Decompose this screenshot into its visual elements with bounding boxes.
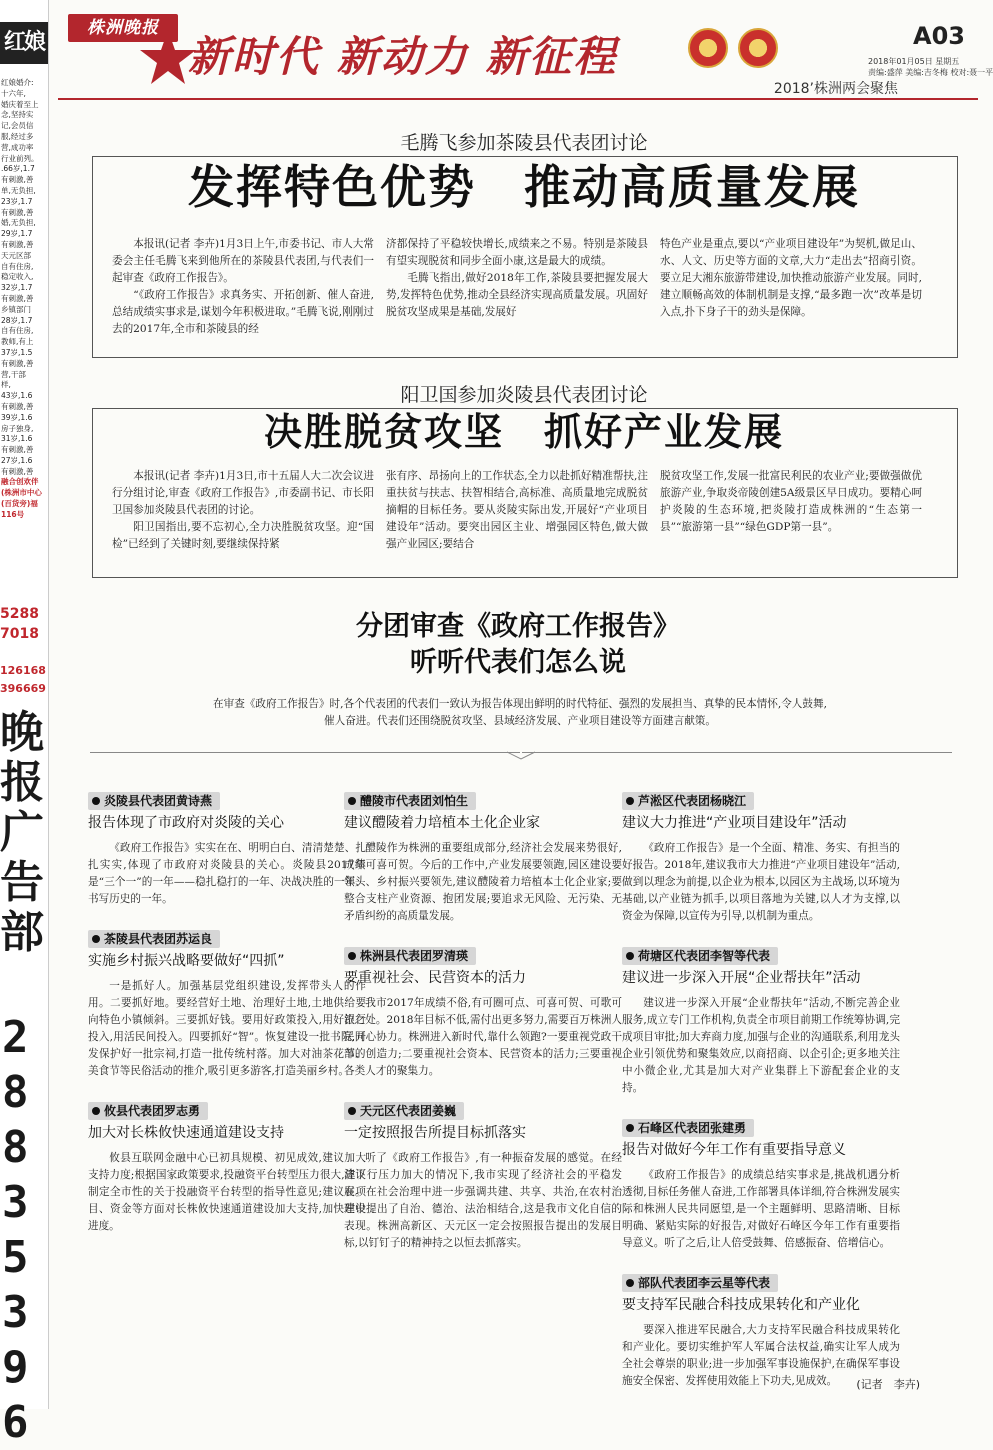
section-headline: 报告体现了市政府对炎陵的关心 [88,815,284,831]
section-headline: 要支持军民融合科技成果转化和产业化 [622,1297,860,1313]
strip-line: 31岁,1.6 [1,434,33,444]
strip-line: 稳定收入, [1,272,34,282]
section-headline: 建议醴陵着力培植本土化企业家 [344,815,540,831]
feature-divider-left [90,752,520,753]
paragraph: 《政府工作报告》是一个全面、精准、务实、有担当的好报告。2018年,建议我市大力推进“产业项目建设年”活动,做到以理念为前提,以企业为根本,以园区为主战场,以环境为基础,以产业链为抓手,以项目落地为关键,以人才为支撑,以资金为保障,以宣传为引导,以机制为重点。 [622,842,900,922]
delegate-tag [622,1274,778,1292]
strip-ad-title: 晚报广告部 [0,707,44,958]
paragraph: 醴陵作为株洲的重要组成部分,经济社会发展来势很好,成绩可喜可贺。今后的工作中,产业发展要领跑,园区建设要领头、乡村振兴要领先,建议醴陵着力培植本土化企业家;要整合支柱产业资源、抱团发展;要追求无风险、无污染、无矛盾纠纷的高质量发展。 [344,842,622,922]
article1-column-1 [112,236,374,338]
strip-line: 天元区部 [1,250,31,260]
strip-line-red: 116号 [1,509,25,519]
strip-header: 红娘 [0,22,48,64]
section-headline: 建议大力推进“产业项目建设年”活动 [622,815,847,831]
strip-line: 27岁,1.6 [1,455,33,465]
section-body [344,1150,622,1252]
paragraph: 我市2017年成绩不俗,有可圈可点、可喜可贺、可歌可泣之处。2018年目标不低,需付出更多努力,需要百万株洲人民同心协力。株洲进入新时代,靠什么领跑?一要重视党政干部的创造力;二要重视社会资本、民营资本的活力;三要重视各类人才的聚集力。 [344,997,622,1077]
delegate-tag [622,792,754,810]
delegate-section [622,1272,900,1390]
paragraph: 张有序、昂扬向上的工作状态,全力以赴抓好精准帮扶,注重扶贫与扶志、扶智相结合,高标准、高质量地完成脱贫摘帽的目标任务。要从炎陵实际出发,开展好“产业项目建设年”活动。要突出园区主业、增强园区特色,做大做强产业园区;要结合 [386,470,648,550]
strip-phone-1: 5288 [0,606,39,622]
strip-phone-4: 396669 [0,682,46,695]
strip-line-red: 融合创欢伴 [1,477,39,487]
strip-line: 有刺激,善 [1,175,34,185]
delegate-name: 芦淞区代表团杨晓江 [638,794,747,808]
masthead-rule [58,98,978,100]
paragraph: 听了《政府工作报告》,有一种振奋发展的感觉。在经济下行压力加大的情况下,我市实现了经济社会的平稳发展。在社会治理中进一步强调共建、共享、共治,在农村治理中提出了自治、德治、法治相结合,这是我市文化自信的表现。株洲高新区、天元区一定会按照报告提出的发展目标,以钉钉子的精神持之以恒去抓落实。 [344,1152,622,1249]
article2-column-1 [112,468,374,553]
strip-line: 有刺激,善 [1,445,34,455]
section-body [88,840,366,908]
strip-line: 红娘婚介: [1,78,34,87]
feature-divider-right [522,752,952,753]
strip-line: 29岁,1.7 [1,229,33,239]
page-number: A03 [913,22,965,50]
feature-title-line-2: 听听代表们怎么说 [410,647,626,678]
bullet-dot-icon [348,797,356,805]
strip-line-red: (百货旁)福 [1,499,38,509]
bullet-dot-icon [348,952,356,960]
section-headline: 一定按照报告所提目标抓落实 [344,1125,526,1141]
strip-line: 23岁,1.7 [1,196,33,206]
article1-column-3 [660,236,922,321]
strip-line: 营,干部 [1,369,26,379]
delegate-section [88,928,366,1080]
paragraph: 本报讯(记者 李卉)1月3日,市十五届人大二次会议进行分组讨论,审查《政府工作报告》,市委副书记、市长阳卫国参加炎陵县代表团的讨论。 [112,470,374,516]
section-headline: 实施乡村振兴战略要做好“四抓” [88,953,285,969]
strip-line: 37岁,1.5 [1,347,33,357]
delegate-section [344,790,622,925]
delegate-section [622,790,900,925]
paragraph: 毛腾飞指出,做好2018年工作,茶陵县要把握发展大势,发挥特色优势,推动全县经济实现高质量发展。巩固好脱贫攻坚成果是基础,发展好 [386,272,648,318]
national-emblem-icon [688,28,728,68]
delegate-tag [88,792,220,810]
strip-ad-number: 28835396 [2,1012,29,1448]
delegate-tag [88,1102,208,1120]
feature-column-3 [622,790,900,1410]
strip-phone-3: 126168 [0,664,46,677]
paragraph: 本报讯(记者 李卉)1月3日上午,市委书记、市人大常委会主任毛腾飞来到他所在的茶陵县代表团,与代表们一起审查《政府工作报告》。 [112,238,374,284]
article1-headline: 发挥特色优势 推动高质量发展 [188,160,860,214]
section-headline: 报告对做好今年工作有重要指导意义 [622,1142,846,1158]
strip-line: 有刺激,善 [1,401,34,411]
feature-column-1 [88,790,366,1255]
delegate-name: 石峰区代表团张建勇 [638,1121,747,1135]
bullet-dot-icon [92,935,100,943]
section-body [88,978,366,1080]
strip-line: 32岁,1.7 [1,283,33,293]
delegate-section [344,945,622,1080]
strip-line: 自有住房, [1,261,34,271]
strip-line: 有刺激,善 [1,293,34,303]
bullet-dot-icon [626,1124,634,1132]
strip-line: 自有住房, [1,326,34,336]
adjacent-page-strip [0,0,49,1448]
paragraph: 建议进一步深入开展“企业帮扶年”活动,不断完善企业服务,成立专门工作机构,负责全市项目前期工作统筹协调,完成项目审批;加大弃商力度,加强与企业的沟通联系,利用龙头企业引领优势和聚集效应,以商招商、以企引企;更多地关注中小微企业,尤其是加大对产业集群上下游配套企业的支持。 [622,997,900,1094]
strip-line: 婚,无负担, [1,218,36,228]
article1-subtitle: 毛腾飞参加茶陵县代表团讨论 [400,132,648,154]
paragraph: 济都保持了平稳较快增长,成绩来之不易。特别是茶陵县有望实现脱贫和同步全面小康,这是最大的成绩。 [386,238,648,267]
paragraph: 要深入推进军民融合,大力支持军民融合科技成果转化和产业化。要切实维护军人军属合法权益,确实让军人成为全社会尊崇的职业;进一步加强军事设施保护,在确保军事设施安全保密、发挥使用效能上下功夫,见成效。 [622,1324,900,1387]
page-date-info: 2018年01月05日 星期五 责编:盛萍 美编:吉冬梅 校对:聂一平 [868,57,993,77]
strip-line: 有刺激,善 [1,239,34,249]
strip-line: .66岁,1.7 [1,164,35,174]
delegate-tag [622,947,778,965]
strip-line: 43岁,1.6 [1,391,33,401]
strip-line: 28岁,1.7 [1,315,33,325]
strip-line: 有刺激,善 [1,207,34,217]
delegate-name: 株洲县代表团罗清瑛 [360,949,469,963]
section-headline: 建议进一步深入开展“企业帮扶年”活动 [622,970,861,986]
strip-line: 样, [1,380,11,390]
bullet-dot-icon [626,952,634,960]
section-body [622,840,900,925]
strip-line: 39岁,1.6 [1,412,33,422]
strip-line: 营,成功率 [1,142,34,152]
delegate-section [88,790,366,908]
strip-line: 念,坚持实 [1,110,34,120]
strip-line: 乡镇部门 [1,304,31,314]
delegate-tag [344,1102,464,1120]
strip-phone-2: 7018 [0,626,39,642]
article2-headline: 决胜脱贫攻坚 抓好产业发展 [263,410,784,454]
bullet-dot-icon [626,1279,634,1287]
feature-title-line-1: 分团审查《政府工作报告》 [356,611,680,642]
strip-line: 婚庆着至上 [1,99,39,109]
strip-line: 十六年, [1,88,26,98]
delegate-name: 天元区代表团姜巍 [360,1104,457,1118]
delegate-name: 茶陵县代表团苏运良 [104,932,213,946]
delegate-section [622,945,900,1097]
delegate-name: 炎陵县代表团黄诗燕 [104,794,213,808]
strip-line: 房子独身, [1,423,34,433]
section-label: 2018’株洲两会聚焦 [773,81,898,97]
strip-line: 服,经过多 [1,131,34,141]
bullet-dot-icon [92,1107,100,1115]
section-body [622,995,900,1097]
newspaper-logo: 株洲晚报 [68,14,178,42]
paragraph: 《政府工作报告》实实在在、明明白白、清清楚楚、扎扎实实,体现了市政府对炎陵县的关心。炎陵县2017年是“三个一”的一年——稳扎稳打的一年、决战决胜的一年、书写历史的一年。 [88,842,366,905]
section-headline: 加大对长株攸快速通道建设支持 [88,1125,284,1141]
masthead-slogan: 新时代 新动力 新征程 [188,32,618,81]
section-headline: 要重视社会、民营资本的活力 [344,970,526,986]
article2-column-2 [386,468,648,553]
strip-ad-lines [1,78,47,521]
paragraph: 一是抓好人。加强基层党组织建设,发挥带头人的作用。二要抓好地。要经营好土地、治理好土地,土地供给要向特色小镇倾斜。三要抓好钱。要用好政策投入,用好银行投入,用活民间投入。四要抓好“智”。恢复建设一批书院,开发保护好一批宗祠,打造一批传统村落。加大对油茶花节、美食节等民俗活动的推介,吸引更多游客,打造美丽乡村。 [88,980,366,1077]
bullet-dot-icon [348,1107,356,1115]
strip-line: 有刺激,善 [1,358,34,368]
cppcc-emblem-icon [738,28,778,68]
delegate-name: 荷塘区代表团李智等代表 [638,949,771,963]
delegate-tag [344,792,476,810]
delegate-section [622,1117,900,1252]
masthead [58,8,993,100]
paragraph: “《政府工作报告》求真务实、开拓创新、催人奋进,总结成绩实事求是,谋划今年积极进取。”毛腾飞说,刚刚过去的2017年,全市和茶陵县的经 [112,289,374,335]
delegate-name: 部队代表团李云星等代表 [638,1276,771,1290]
bullet-dot-icon [626,797,634,805]
strip-line: 记,会员信 [1,121,34,131]
delegate-name: 攸县代表团罗志勇 [104,1104,201,1118]
section-body [88,1150,366,1235]
strip-line: 行业前列。 [1,153,39,163]
paragraph: 攸县互联网金融中心已初具规模、初见成效,建议加大支持力度;根据国家政策要求,投融资平台转型压力很大,建议制定全市性的关于投融资平台转型的指导性意见;建议在项目、资金等方面对长株攸快速通道建设加大支持,加快建设进度。 [88,1152,366,1232]
delegate-section [344,1100,622,1252]
bullet-dot-icon [92,797,100,805]
delegate-section [88,1100,366,1235]
paragraph: 特色产业是重点,要以“产业项目建设年”为契机,做足山、水、人文、历史等方面的文章,大力“走出去”招商引资。要立足大湘东旅游带建设,加快推动旅游产业发展。同时,建立顺畅高效的体制机制是支撑,“最多跑一次”改革是切入点,扑下身子干的劲头是保障。 [660,238,922,318]
feature-byline: (记者 李卉) [856,1378,920,1391]
strip-line: 教师,有上 [1,337,34,347]
delegate-tag [88,930,220,948]
delegate-tag [344,947,476,965]
paragraph: 阳卫国指出,要不忘初心,全力决胜脱贫攻坚。迎“国检”已经到了关键时刻,要继续保持紧 [112,521,374,550]
feature-column-2 [344,790,622,1272]
article2-subtitle: 阳卫国参加炎陵县代表团讨论 [400,384,648,406]
section-body [344,995,622,1080]
article2-column-3 [660,468,922,536]
paragraph: 脱贫攻坚工作,发展一批富民利民的农业产业;要做强做优旅游产业,争取炎帝陵创建5A级景区早日成功。要精心呵护炎陵的生态环境,把炎陵打造成株洲的“生态第一县”“旅游第一县”“绿色GDP第一县”。 [660,470,922,533]
section-body [344,840,622,925]
paragraph: 《政府工作报告》的成绩总结实事求是,挑战机遇分析透彻,目标任务催人奋进,工作部署具体详细,符合株洲发展实际和株洲人民共同愿望,是一个主题鲜明、思路清晰、目标明确、紧贴实际的好报告,对做好石峰区今年工作有重要指导意义。听了之后,让人倍受鼓舞、倍感振奋、倍增信心。 [622,1169,900,1249]
section-body [622,1167,900,1252]
strip-line: 单,无负担, [1,185,36,195]
feature-intro: 在审查《政府工作报告》时,各个代表团的代表们一致认为报告体现出鲜明的时代特征、强烈的发展担当、真挚的民本情怀,令人鼓舞,催人奋进。代表们还围绕脱贫攻坚、县域经济发展、产业项目建设等方面建言献策。 [213,698,827,727]
article1-column-2 [386,236,648,321]
delegate-tag [622,1119,754,1137]
delegate-name: 醴陵市代表团刘怕生 [360,794,469,808]
strip-line: 有刺激,善 [1,466,34,476]
strip-line-red: (株洲市中心 [1,488,42,498]
